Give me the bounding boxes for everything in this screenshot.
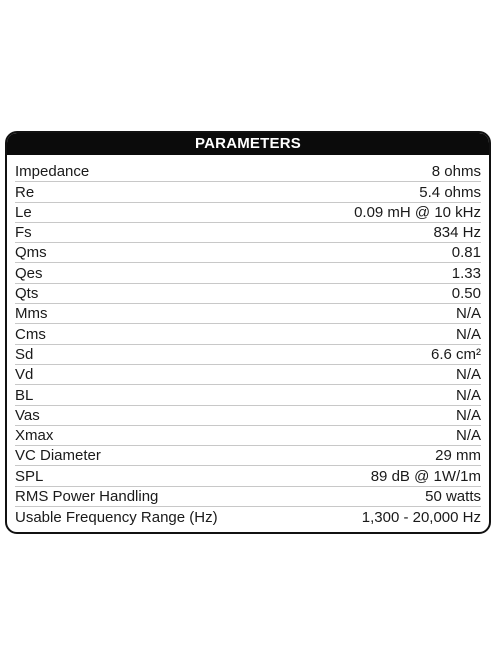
row-label: BL [15, 386, 34, 404]
row-label: Mms [15, 305, 48, 323]
table-row [15, 446, 481, 466]
table-row [15, 385, 481, 405]
row-label: VC Diameter [15, 447, 101, 465]
row-label: Qes [15, 264, 43, 282]
row-label: Impedance [15, 163, 90, 181]
row-value: N/A [455, 325, 481, 343]
parameters-table [5, 131, 491, 534]
row-value: 5.4 ohms [419, 183, 481, 201]
table-row [15, 487, 481, 507]
row-value: 0.50 [451, 285, 481, 303]
parameter-rows [15, 162, 481, 527]
row-label: Cms [15, 325, 46, 343]
table-row [15, 203, 481, 223]
row-label: Qts [15, 285, 39, 303]
row-value: N/A [455, 386, 481, 404]
table-row [15, 304, 481, 324]
row-label: Re [15, 183, 35, 201]
row-value: 6.6 cm² [430, 345, 481, 363]
row-label: Qms [15, 244, 47, 262]
row-label: Fs [15, 224, 32, 242]
row-label: Vas [15, 406, 40, 424]
row-value: 1,300 - 20,000 Hz [361, 509, 481, 527]
table-row [15, 243, 481, 263]
row-label: RMS Power Handling [15, 488, 159, 506]
row-value: 50 watts [425, 488, 481, 506]
table-row [15, 263, 481, 283]
row-value: N/A [455, 366, 481, 384]
table-row [15, 182, 481, 202]
row-value: 0.81 [451, 244, 481, 262]
table-row [15, 426, 481, 446]
row-value: 89 dB @ 1W/1m [370, 467, 481, 485]
table-row [15, 507, 481, 527]
row-value: 0.09 mH @ 10 kHz [354, 203, 481, 221]
row-value: 29 mm [435, 447, 481, 465]
row-label: SPL [15, 467, 44, 485]
row-value: N/A [455, 406, 481, 424]
row-label: Vd [15, 366, 34, 384]
table-row [15, 223, 481, 243]
table-row [15, 345, 481, 365]
row-value: N/A [455, 427, 481, 445]
row-label: Sd [15, 345, 34, 363]
row-label: Usable Frequency Range (Hz) [15, 509, 218, 527]
row-label: Xmax [15, 427, 54, 445]
table-row [15, 162, 481, 182]
row-value: 1.33 [451, 264, 481, 282]
row-label: Le [15, 203, 32, 221]
table-title: PARAMETERS [7, 133, 489, 155]
table-row [15, 466, 481, 486]
table-row [15, 284, 481, 304]
row-value: 8 ohms [431, 163, 481, 181]
table-row [15, 406, 481, 426]
row-value: N/A [455, 305, 481, 323]
row-value: 834 Hz [433, 224, 481, 242]
table-row [15, 324, 481, 344]
table-row [15, 365, 481, 385]
